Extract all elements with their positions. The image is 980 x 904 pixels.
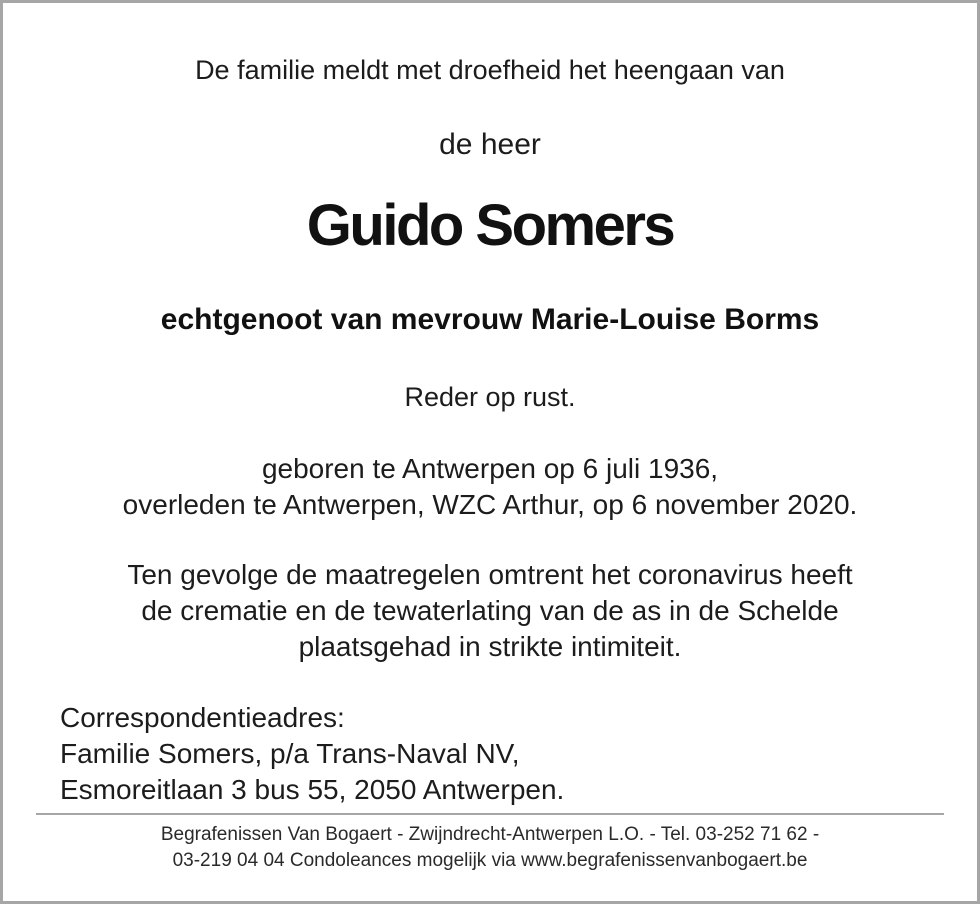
address-line: Familie Somers, p/a Trans-Naval NV, [60, 738, 520, 769]
footer-line: Begrafenissen Van Bogaert - Zwijndrecht-Antwerpen L.O. - Tel. 03-252 71 62 - [160, 824, 820, 845]
death-line: overleden te Antwerpen, WZC Arthur, op 6 november 2020. [122, 489, 858, 520]
intro-text: De familie meldt met droefheid het heengaan van [195, 55, 785, 85]
address-line: Esmoreitlaan 3 bus 55, 2050 Antwerpen. [60, 774, 565, 805]
honorific: de heer [439, 128, 541, 161]
correspondence-address [60, 700, 564, 808]
notice-line: Ten gevolge de maatregelen omtrent het coronavirus heeft [127, 559, 853, 590]
dates-block [0, 451, 980, 523]
birth-line: geboren te Antwerpen op 6 juli 1936, [261, 453, 719, 484]
notice-line: plaatsgehad in strikte intimiteit. [298, 631, 682, 662]
divider [36, 813, 944, 815]
occupation: Reder op rust. [404, 382, 576, 412]
deceased-name: Guido Somers [306, 193, 674, 258]
notice-block [0, 557, 980, 665]
funeral-home-footer [0, 822, 980, 874]
footer-line: 03-219 04 04 Condoleances mogelijk via www.begrafenissenvanbogaert.be [172, 850, 808, 871]
address-heading: Correspondentieadres: [60, 702, 345, 733]
notice-line: de crematie en de tewaterlating van de as in de Schelde [141, 595, 839, 626]
spouse-line: echtgenoot van mevrouw Marie-Louise Borms [160, 303, 820, 336]
